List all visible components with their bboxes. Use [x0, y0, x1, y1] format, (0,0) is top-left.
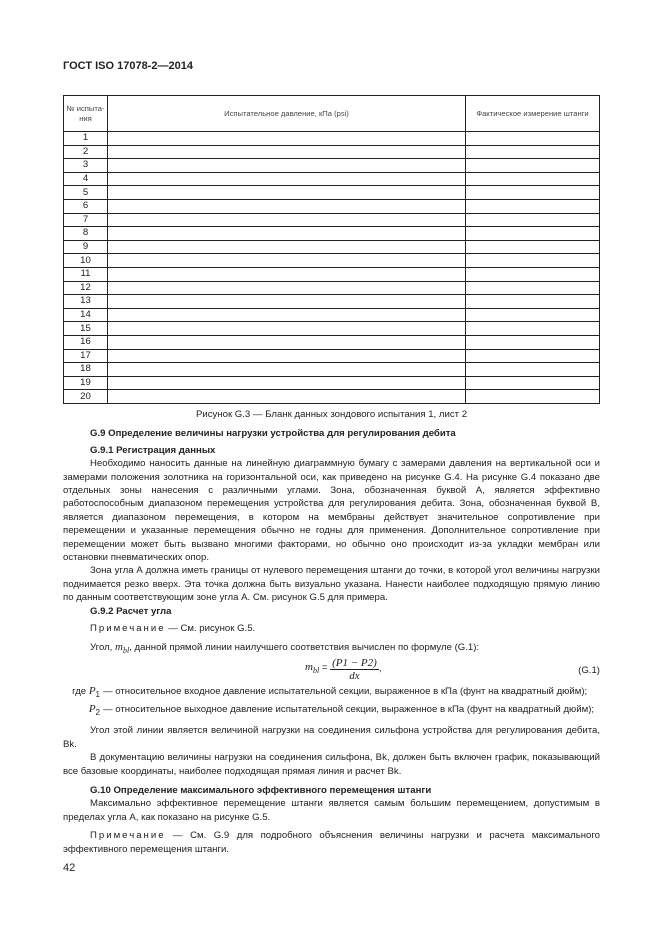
row-number: 15 [64, 322, 108, 336]
table-row [64, 227, 600, 241]
table-row [64, 145, 600, 159]
pressure-cell[interactable] [108, 281, 466, 295]
measurement-cell[interactable] [466, 240, 600, 254]
measurement-cell[interactable] [466, 213, 600, 227]
row-number: 10 [64, 254, 108, 268]
pressure-cell[interactable] [108, 295, 466, 309]
paragraph: Максимально эффективное перемещение штанги является самым большим перемещением, допустимым в пределах угла А, как показано на рисунке G.5. [63, 798, 600, 823]
pressure-cell[interactable] [108, 267, 466, 281]
measurement-cell[interactable] [466, 308, 600, 322]
table-row [64, 159, 600, 173]
paragraph: Угол этой линии является величиной нагрузки на соединения сильфона устройства для регулирования дебита, Bk. [63, 725, 600, 750]
measurement-cell[interactable] [466, 335, 600, 349]
measurement-cell[interactable] [466, 172, 600, 186]
note-label: Примечание [90, 623, 166, 635]
col-header-pressure: Испытательное давление, кПа (psi) [108, 96, 466, 132]
pressure-cell[interactable] [108, 159, 466, 173]
formula-row [63, 657, 600, 685]
measurement-cell[interactable] [466, 227, 600, 241]
row-number: 11 [64, 267, 108, 281]
measurement-cell[interactable] [466, 186, 600, 200]
row-number: 14 [64, 308, 108, 322]
row-number: 9 [64, 240, 108, 254]
row-number: 12 [64, 281, 108, 295]
section-heading-g10: G.10 Определение максимального эффективного перемещения штанги [90, 785, 432, 797]
table-row [64, 172, 600, 186]
table-row [64, 363, 600, 377]
pressure-cell[interactable] [108, 308, 466, 322]
measurement-cell[interactable] [466, 199, 600, 213]
figure-caption: Рисунок G.3 — Бланк данных зондового испытания 1, лист 2 [195, 409, 468, 420]
pressure-cell[interactable] [108, 132, 466, 146]
measurement-cell[interactable] [466, 363, 600, 377]
row-number: 5 [64, 186, 108, 200]
measurement-cell[interactable] [466, 390, 600, 404]
table-row [64, 213, 600, 227]
measurement-cell[interactable] [466, 349, 600, 363]
table-row [64, 254, 600, 268]
col-header-measurement: Фактическое измерение штанги [466, 96, 600, 132]
section-heading-g9: G.9 Определение величины нагрузки устройства для регулирования дебита [90, 428, 456, 440]
table-row [64, 186, 600, 200]
pressure-cell[interactable] [108, 186, 466, 200]
table-row [64, 267, 600, 281]
note-text: — См. рисунок G.5. [165, 623, 256, 635]
row-number: 1 [64, 132, 108, 146]
row-number: 19 [64, 376, 108, 390]
table-row [64, 240, 600, 254]
document-body [63, 408, 600, 876]
data-form-table [63, 95, 600, 404]
measurement-cell[interactable] [466, 376, 600, 390]
definition-p1: где $P_1$ — относительное входное давление испытательной секции, выраженное в кПа (фунт на квадратный дюйм); [72, 684, 588, 699]
table-row [64, 349, 600, 363]
row-number: 7 [64, 213, 108, 227]
formula-g1: $m_{bl}$ = $\frac{(P1 - P2)}{dx}$ , [305, 656, 382, 682]
row-number: 3 [64, 159, 108, 173]
measurement-cell[interactable] [466, 267, 600, 281]
table-row [64, 335, 600, 349]
row-number: 16 [64, 335, 108, 349]
pressure-cell[interactable] [108, 240, 466, 254]
measurement-cell[interactable] [466, 254, 600, 268]
pressure-cell[interactable] [108, 172, 466, 186]
row-number: 2 [64, 145, 108, 159]
row-number: 18 [64, 363, 108, 377]
paragraph: Угол, $m_{bl}$, данной прямой линии наилучшего соответствия вычислен по формуле (G.1): [90, 640, 480, 655]
pressure-cell[interactable] [108, 390, 466, 404]
table-row [64, 390, 600, 404]
pressure-cell[interactable] [108, 254, 466, 268]
measurement-cell[interactable] [466, 295, 600, 309]
pressure-cell[interactable] [108, 227, 466, 241]
row-number: 8 [64, 227, 108, 241]
measurement-cell[interactable] [466, 159, 600, 173]
measurement-cell[interactable] [466, 145, 600, 159]
measurement-cell[interactable] [466, 281, 600, 295]
row-number: 20 [64, 390, 108, 404]
row-number: 17 [64, 349, 108, 363]
table-row [64, 132, 600, 146]
table-row [64, 308, 600, 322]
document-header: ГОСТ ISO 17078-2—2014 [63, 60, 193, 72]
page-number: 42 [63, 862, 76, 875]
paragraph: Необходимо наносить данные на линейную диаграммную бумагу с замерами давления на вертикальной оси и замерами положения золотника на горизонтальной оси, как приведено на рисунке G.4. На рисунке G.4 показано две отдельных зоны нанесения с различными углами. Зона, обозначенная буквой А, является эффективно работоспособным диапазоном перемещения устройства для регулирования дебита. Зона, обозначенная буквой В, является диапазоном перемещения, в котором на мембраны действует значительное сопротивление при перемещении и указанные перемещения обычно не годны для применения. Дополнительное сопротивление при перемещении может быть вызвано многими факторами, но обычно оно происходит из-за укладки мембран или остановки пневматических опор. [63, 458, 600, 564]
note [63, 622, 600, 635]
table-row [64, 376, 600, 390]
table-row [64, 199, 600, 213]
pressure-cell[interactable] [108, 376, 466, 390]
table-row [64, 322, 600, 336]
paragraph: В документацию величины нагрузки на соединения сильфона, Bk, должен быть включен график, показывающий все базовые координаты, наиболее подходящая прямая линия и расчет Bk. [63, 752, 600, 777]
pressure-cell[interactable] [108, 335, 466, 349]
row-number: 4 [64, 172, 108, 186]
formula-number: (G.1) [578, 664, 600, 676]
section-heading-g9-1: G.9.1 Регистрация данных [90, 444, 216, 456]
table-row [64, 281, 600, 295]
measurement-cell[interactable] [466, 322, 600, 336]
measurement-cell[interactable] [466, 132, 600, 146]
pressure-cell[interactable] [108, 322, 466, 336]
paragraph: Зона угла А должна иметь границы от нулевого перемещения штанги до точки, в которой угол величины нагрузки поднимается резко вверх. Эта точка должна быть визуально указана. Нанести наиболее подходящую прямую линию по данным соответствующим зоне угла А. См. рисунок G.5 для примера. [63, 565, 600, 604]
pressure-cell[interactable] [108, 213, 466, 227]
pressure-cell[interactable] [108, 145, 466, 159]
pressure-cell[interactable] [108, 199, 466, 213]
pressure-cell[interactable] [108, 363, 466, 377]
row-number: 13 [64, 295, 108, 309]
row-number: 6 [64, 199, 108, 213]
note: Примечание — См. G.9 для подробного объяснения величины нагрузки и расчета максимального эффективного перемещения штанги. [63, 830, 600, 855]
where-label: где [72, 685, 87, 697]
table-row [64, 295, 600, 309]
section-heading-g9-2: G.9.2 Расчет угла [90, 605, 172, 617]
pressure-cell[interactable] [108, 349, 466, 363]
definition-p2: $P_2$ — относительное выходное давление испытательной секции, выраженное в кПа (фунт на квадратный дюйм); [88, 703, 595, 718]
col-header-number: № испыта-ния [64, 96, 108, 132]
